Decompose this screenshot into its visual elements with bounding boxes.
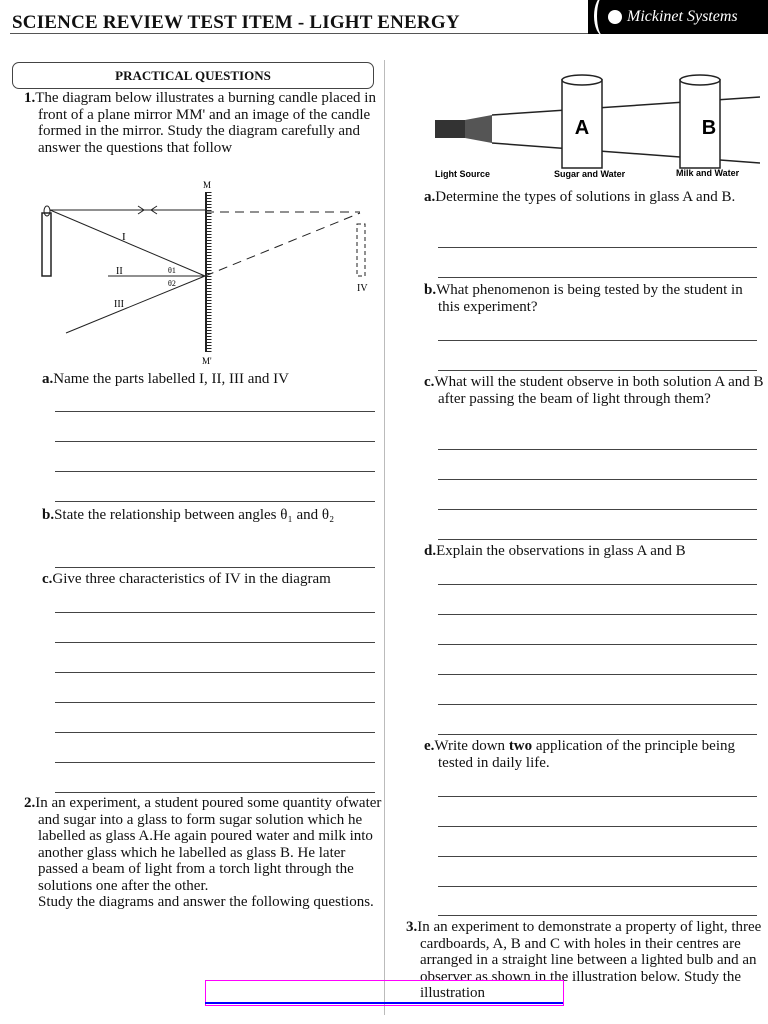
question-1c: c.Give three characteristics of IV in the diagram: [42, 571, 331, 587]
label-iv: IV: [357, 283, 368, 294]
answer-line[interactable]: [438, 340, 757, 341]
answer-line[interactable]: [438, 479, 757, 480]
answer-line[interactable]: [55, 732, 375, 733]
page-title: SCIENCE REVIEW TEST ITEM - LIGHT ENERGY: [12, 12, 460, 33]
answer-line[interactable]: [438, 449, 757, 450]
answer-line[interactable]: [438, 370, 757, 371]
question-2c: c.What will the student observe in both solution A and B after passing the beam of light through them?: [424, 374, 764, 407]
answer-line[interactable]: [438, 584, 757, 585]
answer-line[interactable]: [55, 642, 375, 643]
answer-line[interactable]: [438, 674, 757, 675]
answer-line[interactable]: [55, 702, 375, 703]
section-title: PRACTICAL QUESTIONS: [12, 62, 374, 89]
label-m-prime: M': [202, 356, 212, 366]
answer-line[interactable]: [55, 762, 375, 763]
brand-logo: [588, 0, 768, 34]
label-i: I: [122, 231, 126, 243]
milk-water-label: Milk and Water: [676, 168, 740, 178]
answer-line[interactable]: [438, 247, 757, 248]
label-ii: II: [116, 266, 123, 277]
answer-line[interactable]: [438, 509, 757, 510]
answer-line[interactable]: [438, 886, 757, 887]
question-1: 1.The diagram below illustrates a burning candle placed in front of a plane mirror MM' and an image of the candle formed in the mirror. Study the diagram carefully and answer the questions that follow: [24, 90, 376, 156]
label-theta2: θ2: [168, 279, 176, 288]
answer-line[interactable]: [55, 411, 375, 412]
answer-line[interactable]: [55, 471, 375, 472]
question-2d: d.Explain the observations in glass A and B: [424, 543, 686, 559]
question-1b: b.State the relationship between angles θ₁ and θ₂: [42, 507, 335, 523]
answer-line[interactable]: [438, 734, 757, 735]
answer-line[interactable]: [55, 792, 375, 793]
answer-line[interactable]: [438, 856, 757, 857]
question-2b: b.What phenomenon is being tested by the student in this experiment?: [424, 282, 743, 315]
answer-line[interactable]: [55, 612, 375, 613]
answer-line[interactable]: [438, 826, 757, 827]
answer-line[interactable]: [438, 915, 757, 916]
column-divider: [384, 60, 385, 1015]
glass-b-label: B: [701, 117, 717, 139]
light-source-label: Light Source: [435, 169, 491, 179]
answer-line[interactable]: [55, 567, 375, 568]
sugar-water-label: Sugar and Water: [554, 169, 626, 179]
question-2a: a.Determine the types of solutions in glass A and B.: [424, 189, 736, 205]
selection-underline: [205, 1002, 563, 1004]
glasses-diagram: [430, 70, 760, 185]
answer-line[interactable]: [438, 539, 757, 540]
answer-line[interactable]: [55, 501, 375, 502]
mirror-diagram: [30, 180, 380, 370]
answer-line[interactable]: [438, 796, 757, 797]
question-2e: e.Write down two application of the principle being tested in daily life.: [424, 738, 735, 771]
brand-name: Mickinet Systems: [627, 8, 738, 25]
glass-a-label: A: [574, 117, 590, 139]
label-theta1: θ1: [168, 266, 176, 275]
label-iii: III: [114, 299, 124, 310]
answer-line[interactable]: [438, 614, 757, 615]
label-m: M: [203, 180, 212, 190]
title-underline: [10, 33, 590, 34]
answer-line[interactable]: [438, 704, 757, 705]
answer-line[interactable]: [55, 672, 375, 673]
answer-line[interactable]: [438, 277, 757, 278]
answer-line[interactable]: [438, 644, 757, 645]
question-2: 2.In an experiment, a student poured some quantity ofwater and sugar into a glass to form sugar solution which he labelled as glass A.He again poured water and milk into another glass which he labelled as glass B. He later passed a beam of light from a torch light through the solutions one after the other. Study the diagrams and answer the following questions.: [24, 795, 382, 910]
answer-line[interactable]: [55, 441, 375, 442]
question-1a: a.Name the parts labelled I, II, III and IV: [42, 371, 289, 387]
question-3: 3.In an experiment to demonstrate a property of light, three cardboards, A, B and C with holes in their centres are arranged in a straight line between a lighted bulb and an observer as shown in the illustration below. Study the illustration: [406, 919, 762, 1001]
